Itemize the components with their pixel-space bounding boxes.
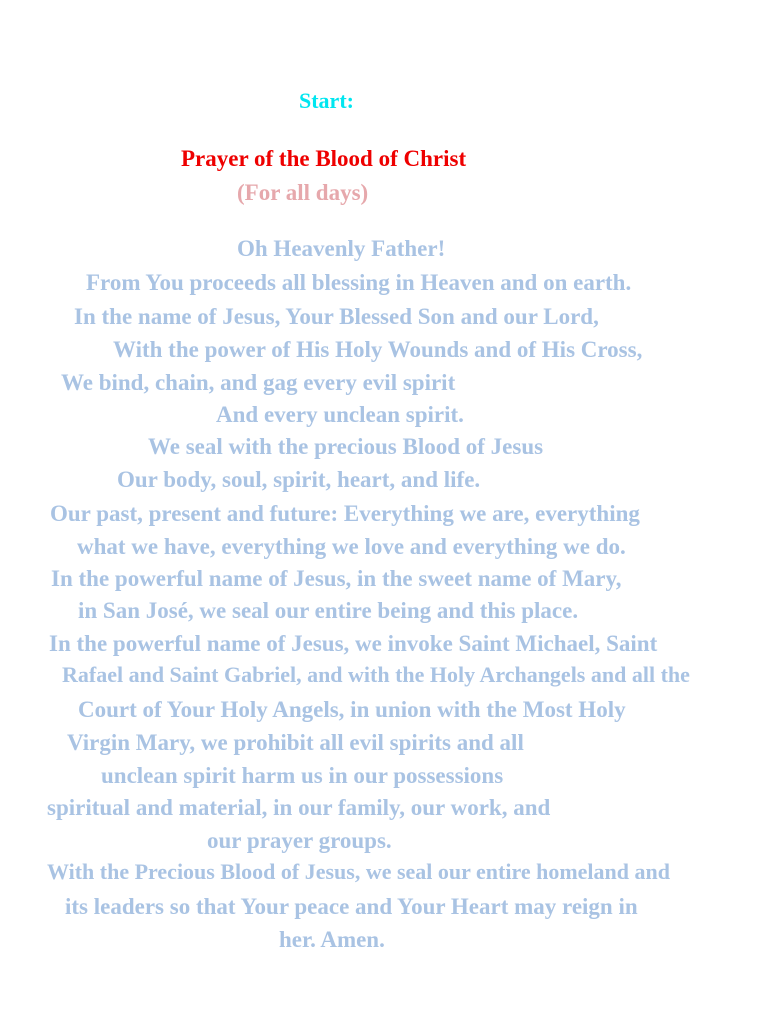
start-label: Start: xyxy=(299,88,354,113)
prayer-line: in San José, we seal our entire being and this place. xyxy=(78,598,579,623)
prayer-line: In the powerful name of Jesus, in the sweet name of Mary, xyxy=(51,566,622,591)
prayer-line: In the powerful name of Jesus, we invoke Saint Michael, Saint xyxy=(49,631,658,656)
prayer-line: We bind, chain, and gag every evil spirit xyxy=(61,370,456,395)
prayer-line: what we have, everything we love and everything we do. xyxy=(77,534,626,559)
prayer-line: With the power of His Holy Wounds and of His Cross, xyxy=(113,337,643,362)
prayer-line: From You proceeds all blessing in Heaven and on earth. xyxy=(86,270,632,295)
prayer-subtitle: (For all days) xyxy=(237,180,369,205)
prayer-line: We seal with the precious Blood of Jesus xyxy=(148,434,544,459)
prayer-line: our prayer groups. xyxy=(207,828,392,853)
prayer-line: Virgin Mary, we prohibit all evil spirits and all xyxy=(67,730,524,755)
prayer-line: In the name of Jesus, Your Blessed Son and our Lord, xyxy=(74,304,599,329)
prayer-line: And every unclean spirit. xyxy=(216,402,464,427)
prayer-line: Court of Your Holy Angels, in union with the Most Holy xyxy=(78,697,626,722)
prayer-line: spiritual and material, in our family, our work, and xyxy=(47,795,551,820)
prayer-line: unclean spirit harm us in our possessions xyxy=(101,763,504,788)
prayer-line: With the Precious Blood of Jesus, we seal our entire homeland and xyxy=(47,859,670,884)
prayer-line: Oh Heavenly Father! xyxy=(237,236,446,261)
prayer-title: Prayer of the Blood of Christ xyxy=(181,146,467,171)
prayer-line: Our past, present and future: Everything we are, everything xyxy=(50,501,640,526)
prayer-line: her. Amen. xyxy=(279,927,385,952)
prayer-line: its leaders so that Your peace and Your Heart may reign in xyxy=(65,894,638,919)
prayer-line: Rafael and Saint Gabriel, and with the Holy Archangels and all the xyxy=(62,662,690,687)
prayer-line: Our body, soul, spirit, heart, and life. xyxy=(117,467,481,492)
